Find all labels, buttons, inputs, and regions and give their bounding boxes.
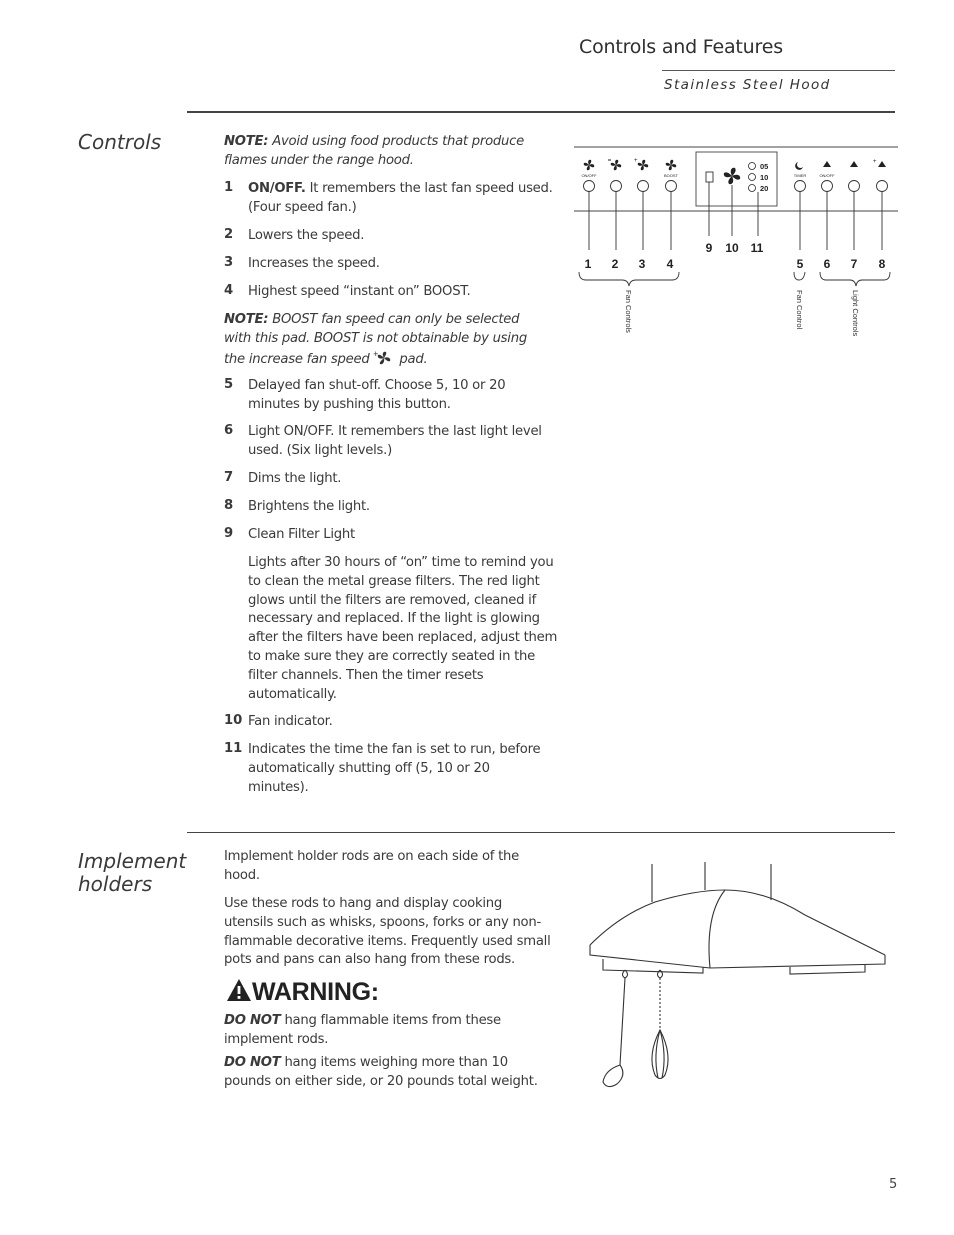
item-11-description: Indicates the time the fan is set to run, before automatically shutting off (5, 10 or 20 minutes). — [248, 742, 541, 795]
button-label: ON/OFF — [819, 173, 835, 178]
item-number: 7 — [224, 470, 234, 485]
boost-button[interactable] — [666, 181, 677, 192]
item-1-description — [248, 180, 556, 218]
ladle-bowl — [603, 1065, 623, 1087]
callout-number: 9 — [705, 241, 713, 255]
clean-filter-light — [706, 172, 713, 182]
item-number: 6 — [224, 423, 234, 438]
item-9-detail: Lights after 30 hours of “on” time to remind you to clean the metal grease filters. The red light glows until the filters are removed, cleaned if necessary and replaced. If the light is glowing after the filters have been replaced, adjust them to make sure they are correctly seated in the filter channels. Then the timer resets automatically. — [248, 555, 558, 702]
holders-intro: Implement holder rods are on each side of the hood. — [224, 849, 520, 883]
fan-lower-button[interactable] — [611, 181, 622, 192]
clock-icon — [749, 163, 756, 170]
light-controls-group-label: Light Controls — [851, 290, 860, 337]
item-8-description: Brightens the light. — [248, 499, 370, 514]
item-9-description: Clean Filter Light — [248, 527, 355, 542]
item-10-description: Fan indicator. — [248, 714, 333, 729]
do-not-label: DO NOT — [224, 1013, 281, 1028]
item-text: It remembers the last fan speed used. (Four speed fan.) — [248, 181, 553, 215]
page-section-title: Controls and Features — [579, 36, 783, 58]
warning-heading — [226, 978, 379, 1007]
fan-plus-icon — [634, 158, 648, 170]
svg-text:+: + — [873, 159, 877, 165]
callout-number: 10 — [725, 241, 739, 255]
callout-number: 1 — [584, 257, 592, 271]
fan-button-icons — [584, 158, 677, 170]
note-label: NOTE: — [224, 312, 269, 327]
item-number: 3 — [224, 255, 234, 270]
item-number: 9 — [224, 526, 234, 541]
heading-line: holders — [78, 872, 153, 896]
holders-usage: Use these rods to hang and display cooking utensils such as whisks, spoons, forks or any non-flammable decorative items. Frequently used small pots and pans can also hang from these rods. — [224, 896, 551, 968]
callout-number: 8 — [878, 257, 886, 271]
ladle-handle — [620, 978, 625, 1065]
warning-label: WARNING: — [252, 978, 379, 1006]
on-off-fan-button[interactable] — [584, 181, 595, 192]
hood-ridge — [709, 890, 725, 968]
item-number: 11 — [224, 741, 243, 756]
group-brackets — [579, 272, 890, 286]
warning-icon — [226, 978, 252, 1002]
item-5-description: Delayed fan shut-off. Choose 5, 10 or 20 minutes by pushing this button. — [248, 378, 506, 412]
timer-icon — [795, 162, 803, 170]
timer-value: 10 — [760, 173, 769, 182]
fan-control-group-label: Fan Control — [795, 290, 804, 330]
item-2-description: Lowers the speed. — [248, 228, 365, 243]
header-rule — [662, 70, 895, 71]
whisk-head — [652, 1030, 668, 1079]
range-hood-illustration — [585, 860, 890, 1095]
svg-text:+: + — [373, 348, 379, 359]
item-7-description: Dims the light. — [248, 471, 342, 486]
button-label: TIMER — [793, 173, 807, 178]
timer-value: 05 — [760, 162, 769, 171]
fan-icon — [584, 160, 595, 171]
callout-number: 7 — [850, 257, 858, 271]
timer-value: 20 — [760, 184, 769, 193]
clock-icon — [749, 174, 756, 181]
fan-raise-button[interactable] — [638, 181, 649, 192]
light-brighten-icon — [873, 159, 886, 167]
callout-number: 2 — [611, 257, 619, 271]
fan-controls-group-label: Fan Controls — [624, 290, 633, 333]
light-on-off-icon — [823, 161, 831, 167]
warning-weight — [224, 1054, 544, 1092]
warning-flammable — [224, 1012, 524, 1050]
light-dim-icon — [850, 161, 858, 167]
item-number: 1 — [224, 180, 234, 195]
item-6-description: Light ON/OFF. It remembers the last light level used. (Six light levels.) — [248, 424, 542, 458]
do-not-label: DO NOT — [224, 1055, 281, 1070]
note-text: Avoid using food products that produce flames under the range hood. — [224, 134, 525, 168]
page-number: 5 — [889, 1177, 898, 1192]
item-number: 4 — [224, 283, 234, 298]
note-label: NOTE: — [224, 134, 269, 149]
fan-plus-icon — [373, 349, 395, 367]
heading-line: Implement — [78, 849, 187, 873]
timer-button[interactable] — [795, 181, 806, 192]
warning-text: hang flammable items from these implement rods. — [224, 1013, 501, 1047]
item-number: 10 — [224, 713, 243, 728]
callout-leaders — [589, 182, 882, 250]
hood-lower-edge — [590, 945, 885, 968]
page-subtitle: Stainless Steel Hood — [664, 77, 831, 93]
hood-top-outline — [590, 890, 885, 955]
callout-number: 3 — [638, 257, 646, 271]
warning-text: hang items weighing more than 10 pounds on either side, or 20 pounds total weight. — [224, 1055, 538, 1089]
callout-number: 11 — [750, 241, 764, 255]
section-divider-holders — [187, 832, 895, 833]
clock-icon — [749, 185, 756, 192]
callout-number: 6 — [823, 257, 831, 271]
note-text-end: pad. — [395, 351, 428, 367]
section-divider-controls — [187, 111, 895, 113]
item-4-description: Highest speed “instant on” BOOST. — [248, 284, 471, 299]
item-number: 8 — [224, 498, 234, 513]
item-bold: ON/OFF. — [248, 181, 306, 196]
fan-minus-icon — [608, 160, 621, 171]
note-boost — [224, 311, 548, 369]
light-brighten-button[interactable] — [877, 181, 888, 192]
timer-indicators — [749, 162, 769, 193]
button-label: ON/OFF — [581, 173, 597, 178]
callout-number: 5 — [796, 257, 804, 271]
button-label: BOOST — [663, 173, 679, 178]
fan-boost-icon — [666, 160, 677, 171]
item-number: 5 — [224, 377, 234, 392]
item-3-description: Increases the speed. — [248, 256, 380, 271]
svg-text:+: + — [634, 158, 638, 164]
item-number: 2 — [224, 227, 234, 242]
light-dim-button[interactable] — [849, 181, 860, 192]
controls-heading: Controls — [78, 130, 162, 154]
callout-number: 4 — [666, 257, 674, 271]
control-panel-diagram — [570, 140, 900, 355]
fan-indicator-icon — [724, 168, 740, 184]
implement-holders-heading — [78, 850, 186, 896]
note-text: BOOST fan speed can only be selected with this pad. BOOST is not obtainable by using the increase fan speed — [224, 312, 527, 367]
light-on-off-button[interactable] — [822, 181, 833, 192]
note-flames — [224, 133, 544, 171]
